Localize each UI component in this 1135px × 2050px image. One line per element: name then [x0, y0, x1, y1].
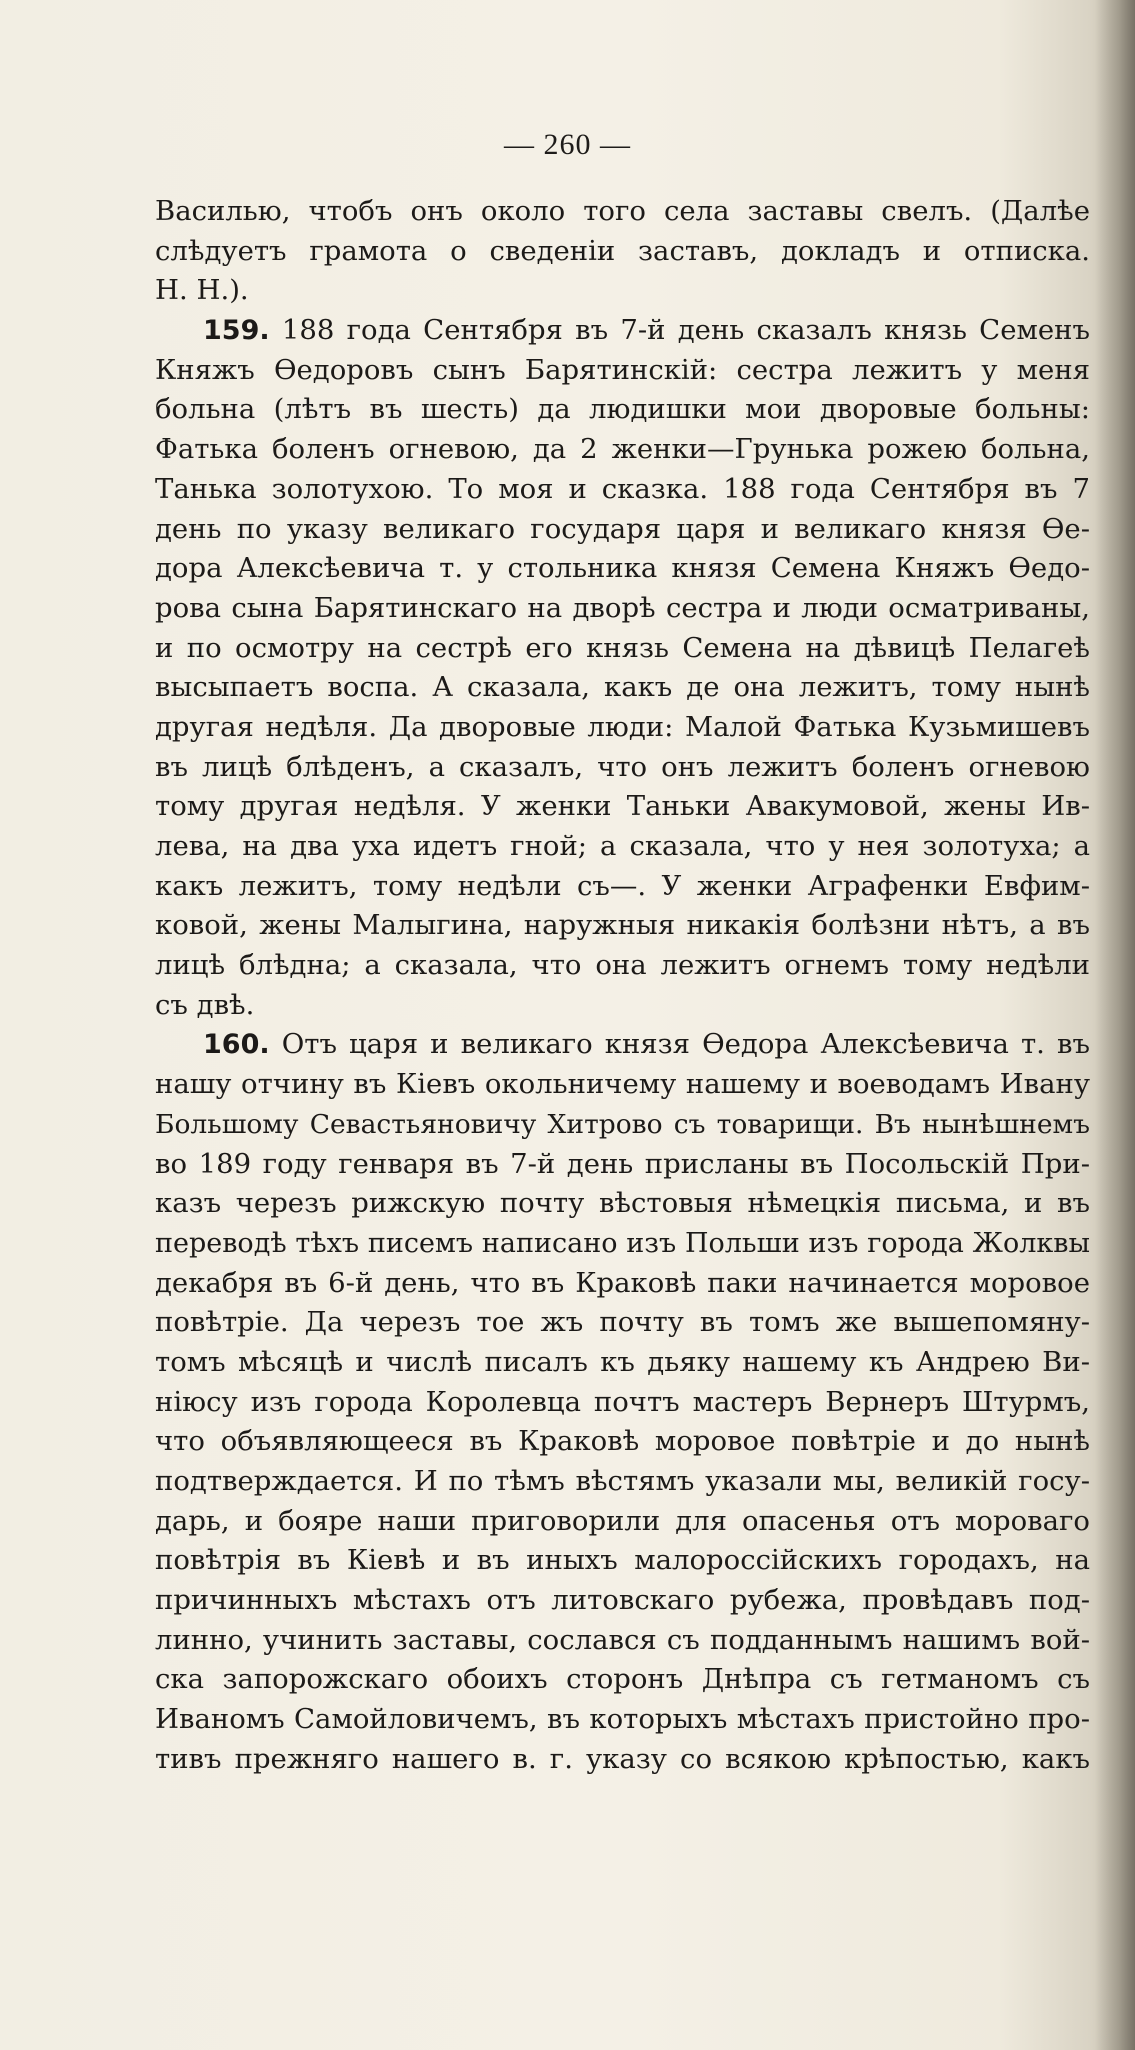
text-line: и по осмотру на сестрѣ его князь Семена на дѣвицѣ Пелагеѣ	[155, 631, 1090, 664]
paragraph-160	[155, 1025, 1090, 1779]
text-line: томъ мѣсяцѣ и числѣ писалъ къ дьяку нашему къ Андрею Ви-	[155, 1345, 1090, 1378]
page-gutter-shadow	[1095, 0, 1135, 2050]
text-fragment: Отъ царя и великаго князя Өедора Алексѣевича т. въ	[281, 1028, 1090, 1061]
text-line-first	[155, 311, 1090, 351]
text-line: ковой, жены Малыгина, наружныя никакiя болѣзни нѣтъ, а въ	[155, 909, 1090, 942]
text-line: день по указу великаго государя царя и великаго князя Өе-	[155, 512, 1090, 545]
text-line: дора Алексѣевича т. у стольника князя Семена Княжъ Өедо-	[155, 552, 1090, 585]
text-line: тому другая недѣля. У женки Таньки Авакумовой, жены Ив-	[155, 790, 1090, 823]
text-line: Танька золотухою. То моя и сказка. 188 года Сентября въ 7	[155, 472, 1090, 505]
text-line: Н. Н.).	[155, 274, 249, 307]
text-line: тивъ прежняго нашего в. г. указу со всякою крѣпостью, какъ	[155, 1742, 1090, 1775]
text-line: высыпаетъ воспа. А сказала, какъ де она лежитъ, тому нынѣ	[155, 671, 1090, 704]
text-line: казъ черезъ рижскую почту вѣстовыя нѣмецкiя письма, и въ	[155, 1187, 1090, 1220]
text-line: лицѣ блѣдна; а сказала, что она лежитъ огнемъ тому недѣли	[155, 949, 1090, 982]
text-line: нашу отчину въ Кiевъ окольничему нашему и воеводамъ Ивану	[155, 1068, 1090, 1101]
text-line: другая недѣля. Да дворовые люди: Малой Фатька Кузьмишевъ	[155, 710, 1090, 743]
text-line-first	[155, 1025, 1090, 1065]
paragraph-number: 160.	[203, 1029, 270, 1061]
text-line: повѣтрiе. Да черезъ тое жъ почту въ томъ же вышепомяну-	[155, 1306, 1090, 1339]
text-line: съ двѣ.	[155, 988, 255, 1021]
text-line: Княжъ Өедоровъ сынъ Барятинскiй: сестра лежитъ у меня	[155, 353, 1090, 386]
text-line: декабря въ 6-й день, что въ Краковѣ паки начинается моровое	[155, 1266, 1090, 1299]
text-line: повѣтрiя въ Кiевѣ и въ иныхъ малороссiйскихъ городахъ, на	[155, 1544, 1090, 1577]
text-line: какъ лежитъ, тому недѣли съ—. У женки Аграфенки Евфим-	[155, 869, 1090, 902]
text-line: Иваномъ Самойловичемъ, въ которыхъ мѣстахъ пристойно про-	[155, 1703, 1090, 1736]
text-line: линно, учинить заставы, сослався съ подданнымъ нашимъ вой-	[155, 1623, 1090, 1656]
text-line: въ лицѣ блѣденъ, а сказалъ, что онъ лежитъ боленъ огневою	[155, 750, 1090, 783]
text-line: рова сына Барятинскаго на дворѣ сестра и люди осматриваны,	[155, 591, 1090, 624]
text-line: Василью, чтобъ онъ около того села заставы свелъ. (Далѣе	[155, 195, 1090, 227]
text-line: во 189 году генваря въ 7-й день присланы въ Посольскiй При-	[155, 1147, 1090, 1180]
text-line: лева, на два уха идетъ гной; а сказала, что у нея золотуха; а	[155, 830, 1090, 862]
text-line: переводѣ тѣхъ писемъ написано изъ Польши изъ города Жолквы	[155, 1227, 1090, 1259]
text-line: причинныхъ мѣстахъ отъ литовскаго рубежа, провѣдавъ под-	[155, 1584, 1090, 1617]
paragraph-number: 159.	[203, 315, 270, 347]
text-line: Фатька боленъ огневою, да 2 женки—Грунька рожею больна,	[155, 433, 1090, 466]
text-line: нiюсу изъ города Королевца почтъ мастеръ Вернеръ Штурмъ,	[155, 1385, 1090, 1418]
text-line: слѣдуетъ грамота о сведенiи заставъ, докладъ и отписка.	[155, 234, 1090, 267]
document-body	[155, 192, 1090, 1780]
text-fragment: 188 года Сентября въ 7-й день сказалъ князь Семенъ	[281, 314, 1090, 347]
text-line: ска запорожскаго обоихъ сторонъ Днѣпра съ гетманомъ съ	[155, 1663, 1090, 1696]
text-line: больна (лѣтъ въ шесть) да людишки мои дворовые больны:	[155, 393, 1090, 426]
text-line: дарь, и бояре наши приговорили для опасенья отъ мороваго	[155, 1504, 1090, 1537]
paragraph-continuation	[155, 192, 1090, 311]
page-number: — 260 —	[504, 128, 631, 161]
text-line: подтверждается. И по тѣмъ вѣстямъ указали мы, великiй госу-	[155, 1465, 1090, 1497]
text-line: Большому Севастьяновичу Хитрово съ товарищи. Въ нынѣшнемъ	[155, 1108, 1090, 1140]
paragraph-159	[155, 311, 1090, 1025]
text-line: что объявляющееся въ Краковѣ моровое повѣтрiе и до нынѣ	[155, 1425, 1090, 1458]
